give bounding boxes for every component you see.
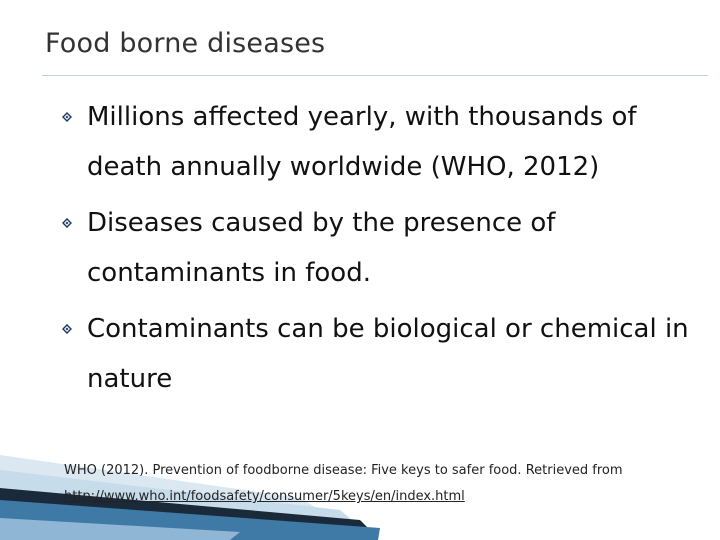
bullet-text: Diseases caused by the presence of contaminants in food. <box>87 208 556 288</box>
reference-link[interactable]: http://www.who.int/foodsafety/consumer/5keys/en/index.html <box>64 489 465 504</box>
bullet-text: Millions affected yearly, with thousands of death annually worldwide (WHO, 2012) <box>87 102 637 182</box>
reference-citation <box>64 458 704 510</box>
bullet-text: Contaminants can be biological or chemical in nature <box>87 314 689 394</box>
slide-title: Food borne diseases <box>45 28 326 59</box>
reference-text: WHO (2012). Prevention of foodborne disease: Five keys to safer food. Retrieved from <box>64 463 623 478</box>
